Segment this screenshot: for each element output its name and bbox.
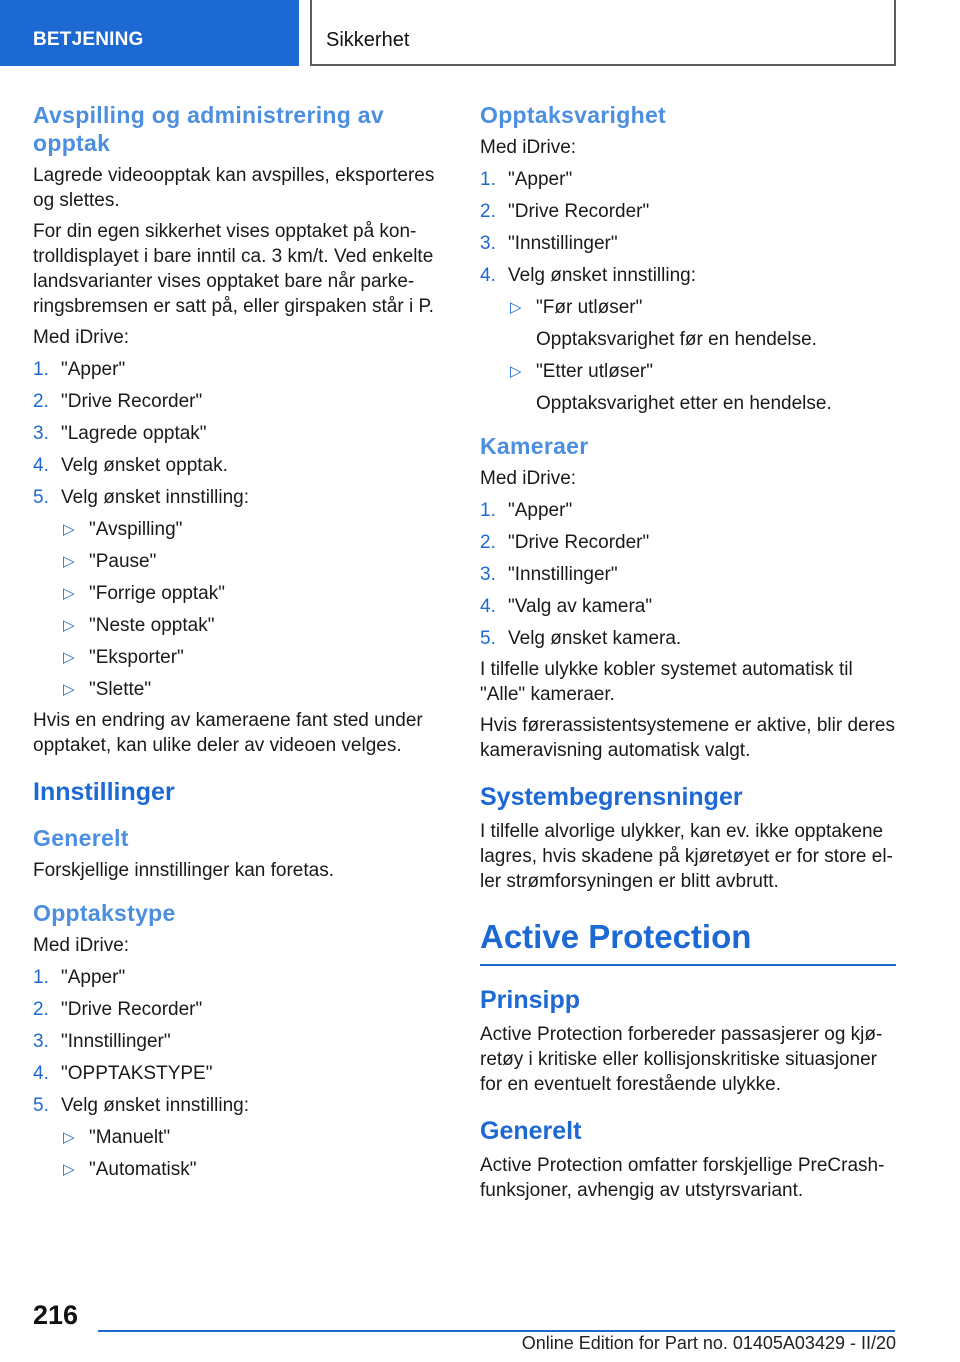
step-number: 4. [33, 1063, 49, 1084]
option-text: "Slette" [89, 679, 152, 700]
triangle-bullet-icon: ▷ [63, 1129, 75, 1146]
step-number: 2. [33, 999, 49, 1020]
option-text: "Automatisk" [89, 1159, 197, 1180]
triangle-bullet-icon: ▷ [63, 681, 75, 698]
step-number: 5. [33, 487, 49, 508]
step-number: 3. [480, 564, 496, 585]
step-list [33, 357, 437, 510]
right-column [480, 101, 896, 1203]
step-item [33, 421, 437, 446]
header-section-tab [0, 0, 299, 66]
paragraph: Med iDrive: [480, 468, 577, 489]
step-text: "Innstillinger" [508, 233, 618, 254]
option-list [61, 1125, 437, 1182]
paragraph: I tilfelle ulykke kobler systemet automatisk til "Alle" kameraer. [480, 659, 853, 705]
step-item [33, 965, 437, 990]
paragraph: Hvis en endring av kameraene fant sted under opptaket, kan ulike deler av videoen velges. [33, 710, 423, 756]
heading-system-limits: Systembegrensninger [480, 783, 743, 811]
heading-general: Generelt [33, 825, 129, 851]
step-number: 3. [33, 423, 49, 444]
triangle-bullet-icon: ▷ [63, 1161, 75, 1178]
option-item [61, 549, 437, 574]
step-item [33, 1061, 437, 1086]
step-item [480, 530, 896, 555]
step-number: 5. [33, 1095, 49, 1116]
header-section-label: BETJENING [33, 29, 144, 50]
option-item [61, 613, 437, 638]
triangle-bullet-icon: ▷ [63, 521, 75, 538]
step-text: "Apper" [508, 500, 573, 521]
step-item [33, 485, 437, 510]
heading-recording-duration: Opptaksvarighet [480, 102, 666, 128]
header-topic-box [310, 0, 896, 66]
footer-edition: Online Edition for Part no. 01405A03429 - II/20 [521, 1333, 896, 1353]
step-text: "Apper" [61, 967, 126, 988]
paragraph: Med iDrive: [33, 935, 130, 956]
step-text: "Valg av kamera" [508, 596, 653, 617]
heading-playback: Avspilling og administrering av opptak [33, 102, 384, 156]
step-text: "Drive Recorder" [61, 391, 203, 412]
step-text: "Drive Recorder" [508, 532, 650, 553]
step-item [33, 997, 437, 1022]
step-number: 2. [480, 201, 496, 222]
paragraph: Med iDrive: [480, 137, 577, 158]
paragraph: Forskjellige innstillinger kan foretas. [33, 860, 334, 881]
option-text: "Manuelt" [89, 1127, 171, 1148]
triangle-bullet-icon: ▷ [63, 553, 75, 570]
option-list [508, 295, 896, 416]
step-number: 4. [33, 455, 49, 476]
option-text: "Avspilling" [89, 519, 183, 540]
paragraph: I tilfelle alvorlige ulykker, kan ev. ikke opptakene lagres, hvis skadene på kjøretøyet er for store el-ler strømforsyningen er blitt avbrutt. [480, 821, 893, 892]
step-text: "Apper" [508, 169, 573, 190]
paragraph: Active Protection omfatter forskjellige PreCrash-funksjoner, avhengig av utstyrsvariant. [480, 1155, 885, 1201]
step-item [33, 357, 437, 382]
step-number: 1. [480, 500, 496, 521]
step-text: Velg ønsket innstilling: [61, 1095, 249, 1116]
paragraph: Med iDrive: [33, 327, 130, 348]
step-list [33, 965, 437, 1118]
left-column [33, 101, 437, 1182]
step-item [480, 626, 896, 651]
step-item [480, 231, 896, 256]
option-item [61, 1125, 437, 1150]
footer-divider [98, 1330, 895, 1332]
step-item [33, 453, 437, 478]
option-text: "Etter utløser" [536, 361, 653, 382]
option-text: "Forrige opptak" [89, 583, 225, 604]
step-list [480, 167, 896, 288]
heading-active-protection: Active Protection [480, 916, 896, 966]
step-number: 1. [480, 169, 496, 190]
step-number: 3. [33, 1031, 49, 1052]
heading-recording-type: Opptakstype [33, 900, 176, 926]
option-item [508, 295, 896, 352]
step-number: 2. [33, 391, 49, 412]
step-item [480, 263, 896, 288]
step-list [480, 498, 896, 651]
triangle-bullet-icon: ▷ [63, 649, 75, 666]
step-text: "OPPTAKSTYPE" [61, 1063, 213, 1084]
step-number: 2. [480, 532, 496, 553]
option-list [61, 517, 437, 702]
heading-general: Generelt [480, 1117, 582, 1145]
option-description: Opptaksvarighet etter en hendelse. [536, 393, 832, 414]
step-item [480, 498, 896, 523]
header-topic-label: Sikkerhet [326, 29, 410, 51]
triangle-bullet-icon: ▷ [510, 363, 522, 380]
step-item [480, 167, 896, 192]
step-number: 3. [480, 233, 496, 254]
step-text: Velg ønsket innstilling: [508, 265, 696, 286]
step-item [33, 1093, 437, 1118]
step-text: "Innstillinger" [61, 1031, 171, 1052]
paragraph: For din egen sikkerhet vises opptaket på kon-trolldisplayet i bare inntil ca. 3 km/t. Ved enkelte landsvarianter vises opptaket bare når parke-ringsbremsen er satt på, eller girspaken står i P. [33, 221, 434, 317]
step-text: "Apper" [61, 359, 126, 380]
triangle-bullet-icon: ▷ [63, 617, 75, 634]
step-text: Velg ønsket kamera. [508, 628, 682, 649]
heading-cameras: Kameraer [480, 433, 589, 459]
option-item [61, 581, 437, 606]
option-item [61, 645, 437, 670]
step-number: 1. [33, 359, 49, 380]
option-text: "Før utløser" [536, 297, 643, 318]
paragraph: Hvis førerassistentsystemene er aktive, blir deres kameravisning automatisk valgt. [480, 715, 895, 761]
triangle-bullet-icon: ▷ [510, 299, 522, 316]
step-text: "Innstillinger" [508, 564, 618, 585]
option-item [508, 359, 896, 416]
page-number: 216 [33, 1300, 79, 1330]
heading-principle: Prinsipp [480, 986, 581, 1014]
step-item [480, 199, 896, 224]
step-text: "Lagrede opptak" [61, 423, 207, 444]
triangle-bullet-icon: ▷ [63, 585, 75, 602]
step-item [480, 594, 896, 619]
step-number: 4. [480, 265, 496, 286]
step-number: 1. [33, 967, 49, 988]
step-item [33, 389, 437, 414]
paragraph: Active Protection forbereder passasjerer og kjø-retøy i kritiske eller kollisjonskritiske situasjoner for en eventuelt forestående ulykke. [480, 1024, 883, 1095]
option-text: "Pause" [89, 551, 157, 572]
option-text: "Neste opptak" [89, 615, 215, 636]
option-text: "Eksporter" [89, 647, 184, 668]
paragraph: Lagrede videoopptak kan avspilles, eksporteres og slettes. [33, 165, 435, 211]
step-text: Velg ønsket opptak. [61, 455, 228, 476]
option-item [61, 517, 437, 542]
option-description: Opptaksvarighet før en hendelse. [536, 329, 817, 350]
step-text: "Drive Recorder" [508, 201, 650, 222]
step-number: 4. [480, 596, 496, 617]
step-text: Velg ønsket innstilling: [61, 487, 249, 508]
option-item [61, 677, 437, 702]
heading-settings: Innstillinger [33, 778, 175, 806]
step-text: "Drive Recorder" [61, 999, 203, 1020]
step-item [33, 1029, 437, 1054]
step-number: 5. [480, 628, 496, 649]
step-item [480, 562, 896, 587]
option-item [61, 1157, 437, 1182]
